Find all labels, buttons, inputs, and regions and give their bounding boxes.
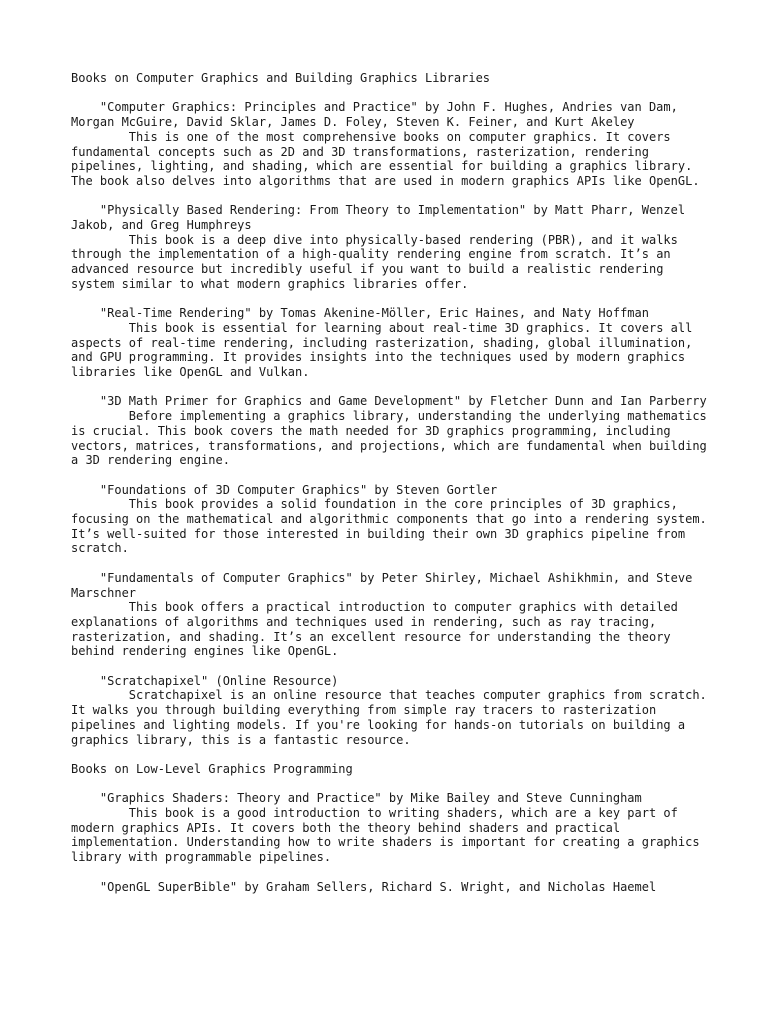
- book-entry: [71, 673, 714, 748]
- book-description: Before implementing a graphics library, understanding the underlying mathematics is crucial. This book covers the math needed for 3D graphics programming, including vectors, matrices, transformations, and projections, which are fundamental when building a 3D rendering engine.: [71, 409, 714, 468]
- book-entry: [71, 394, 714, 468]
- section-low-level-programming: [71, 762, 711, 894]
- book-entry: [71, 203, 711, 291]
- book-title: "Graphics Shaders: Theory and Practice" by Mike Bailey and Steve Cunningham: [99, 791, 642, 806]
- book-title: "OpenGL SuperBible" by Graham Sellers, Richard S. Wright, and Nicholas Haemel: [99, 879, 657, 894]
- book-description: This book is a good introduction to writing shaders, which are a key part of modern graphics APIs. It covers both the theory behind shaders and practical implementation. Understanding how to write shaders is important for creating a graphics library with programmable pipelines.: [71, 806, 707, 865]
- book-description: This is one of the most comprehensive books on computer graphics. It covers fundamental concepts such as 2D and 3D transformations, rasterization, rendering pipelines, lighting, and shading, which are essential for building a graphics library. The book also delves into algorithms that are used in modern graphics APIs like OpenGL.: [71, 129, 700, 188]
- book-description: This book provides a solid foundation in the core principles of 3D graphics, focusing on the mathematical and algorithmic components that go into a rendering system. It’s well-suited for those interested in building their own 3D graphics pipeline from scratch.: [71, 497, 714, 556]
- book-title: "Computer Graphics: Principles and Practice" by John F. Hughes, Andries van Dam, Morgan McGuire, David Sklar, James D. Foley, Steven K. Feiner, and Kurt Akeley: [71, 100, 686, 130]
- book-entry: [71, 791, 711, 865]
- section-graphics-libraries: [71, 71, 714, 747]
- book-entry: [71, 100, 711, 188]
- book-description: Scratchapixel is an online resource that teaches computer graphics from scratch. It walks you through building everything from simple ray tracers to rasterization pipelines and lighting models. If you're looking for hands-on tutorials on building a graphics library, this is a fantastic resource.: [71, 688, 714, 747]
- book-entry: [71, 880, 711, 895]
- section-heading: Books on Computer Graphics and Building Graphics Libraries: [71, 71, 491, 85]
- book-title: "3D Math Primer for Graphics and Game Development" by Fletcher Dunn and Ian Parberry: [99, 394, 707, 409]
- book-description: This book is essential for learning about real-time 3D graphics. It covers all aspects of real-time rendering, including rasterization, shading, global illumination, and GPU programming. It provides insights into the techniques used by modern graphics libraries like OpenGL and Vulkan.: [71, 320, 700, 380]
- book-title: "Fundamentals of Computer Graphics" by Peter Shirley, Michael Ashikhmin, and Steve Marschner: [71, 570, 700, 600]
- book-entry: [71, 482, 714, 557]
- book-entry: [71, 571, 711, 659]
- document-page: [71, 71, 714, 909]
- book-title: "Physically Based Rendering: From Theory to Implementation" by Matt Pharr, Wenzel Jakob, and Greg Humphreys: [71, 203, 693, 232]
- book-description: This book is a deep dive into physically-based rendering (PBR), and it walks through the implementation of a high-quality rendering engine from scratch. It’s an advanced resource but incredibly useful if you want to build a realistic rendering system similar to what modern graphics libraries offer.: [71, 232, 686, 291]
- book-title: "Real-Time Rendering" by Tomas Akenine-Möller, Eric Haines, and Naty Hoffman: [99, 306, 649, 321]
- book-title: "Scratchapixel" (Online Resource): [99, 673, 339, 688]
- book-entry: [71, 306, 711, 380]
- book-title: "Foundations of 3D Computer Graphics" by Steven Gortler: [99, 482, 498, 497]
- section-heading: Books on Low-Level Graphics Programming: [71, 761, 353, 776]
- book-description: This book offers a practical introduction to computer graphics with detailed explanations of algorithms and techniques used in rendering, such as ray tracing, rasterization, and shading. It’s an excellent resource for understanding the theory behind rendering engines like OpenGL.: [71, 600, 686, 659]
